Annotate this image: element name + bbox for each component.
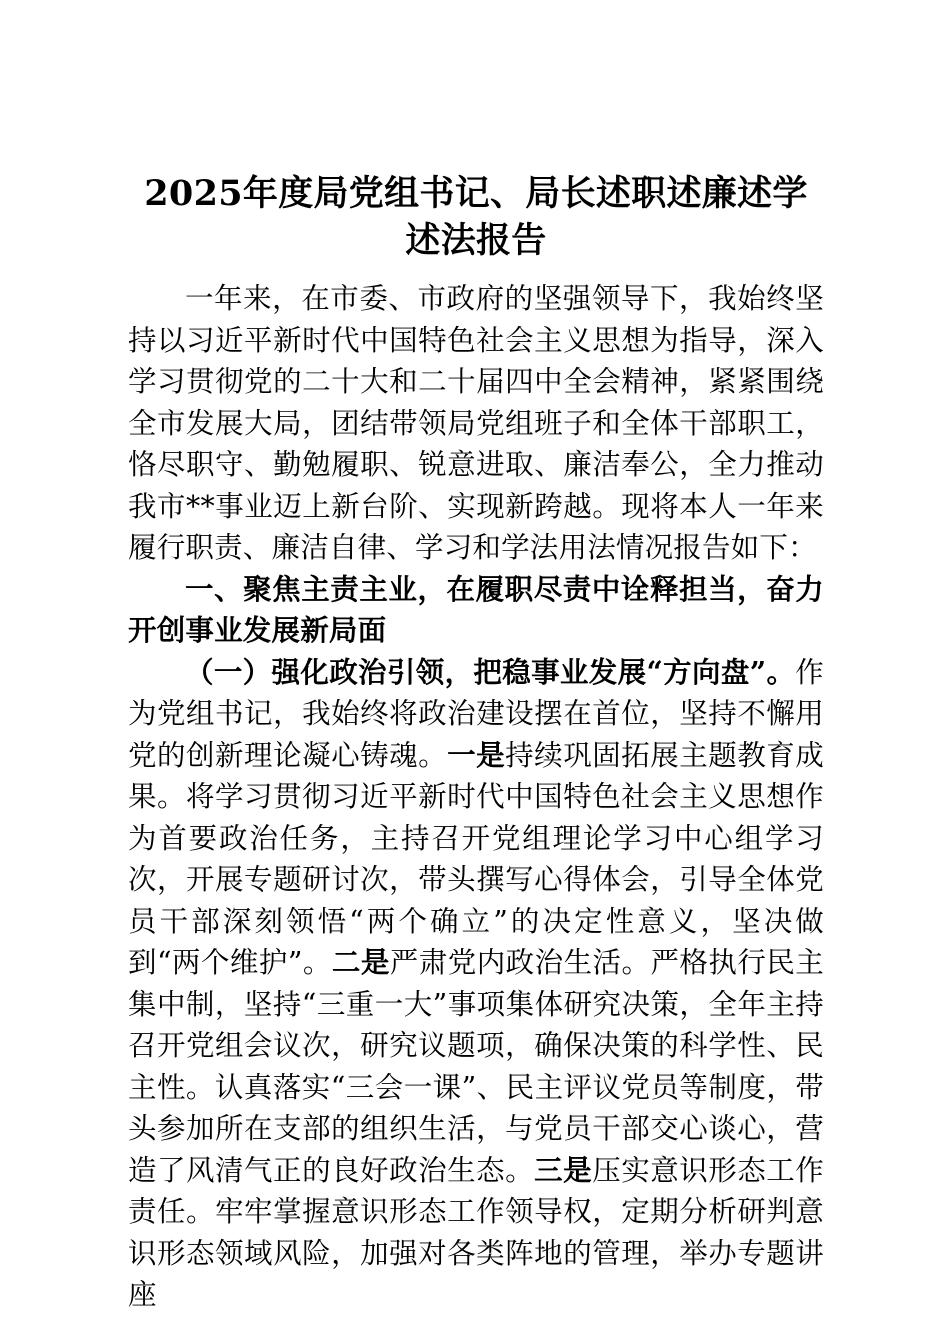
text-run: 持续巩固拓展主题教育成果。将学习贯彻习近平新时代中国特色社会主义思想作为首要政治任务，主持召开党组理论学习中心组学习次，开展专题研讨次，带头撰写心得体会，引导全体党员干部深刻领悟“两个确立”的决定性意义，坚决做到“两个维护”。	[128, 738, 824, 979]
text-run: 二是	[331, 945, 390, 979]
document-body	[128, 170, 824, 1316]
text-run: 三是	[534, 1152, 593, 1187]
intro-paragraph	[128, 278, 824, 569]
document-blocks	[128, 278, 824, 1316]
page-title: 2025年度局党组书记、局长述职述廉述学述法报告	[144, 173, 808, 261]
text-run: 作为党组书记，我始终将政治建设摆在首位，坚持不懈用党的创新理论凝心铸魂。	[128, 655, 824, 772]
text-run: （一）强化政治引领，把稳事业发展“方向盘”。	[185, 654, 796, 689]
text-run: 严肃党内政治生活。严格执行民主集中制，坚持“三重一大”事项集体研究决策，全年主持召开党组会议次，研究议题项，确保决策的科学性、民主性。认真落实“三会一课”、民主评议党员等制度，带头参加所在支部的组织生活，与党员干部交心谈心，营造了风清气正的良好政治生态。	[128, 946, 824, 1187]
subsection-1-1	[128, 652, 824, 1316]
section-heading-1	[128, 569, 824, 652]
text-run: 一、聚焦主责主业，在履职尽责中诠释担当，奋力开创事业发展新局面	[128, 571, 824, 647]
text-run: 压实意识形态工作责任。牢牢掌握意识形态工作领导权，定期分析研判意识形态领域风险，加强对各类阵地的管理，举办专题讲座	[128, 1153, 824, 1311]
text-run: 一年来，在市委、市政府的坚强领导下，我始终坚持以习近平新时代中国特色社会主义思想为指导，深入学习贯彻党的二十大和二十届四中全会精神，紧紧围绕全市发展大局，团结带领局党组班子和全体干部职工，恪尽职守、勤勉履职、锐意进取、廉洁奉公，全力推动我市**事业迈上新台阶、实现新跨越。现将本人一年来履行职责、廉洁自律、学习和学法用法情况报告如下：	[128, 282, 824, 564]
text-run: 一是	[447, 737, 506, 772]
